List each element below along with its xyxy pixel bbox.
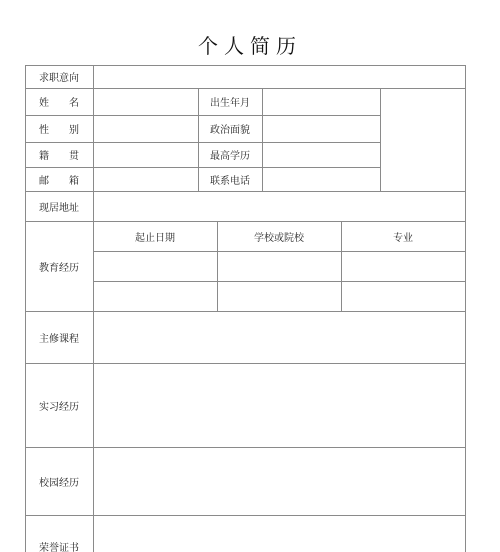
address-field[interactable] — [93, 191, 465, 221]
major-courses-field[interactable] — [93, 311, 465, 363]
education-school-header: 学校或院校 — [254, 232, 304, 244]
major-courses-label: 主修课程 — [39, 333, 79, 345]
resume-form — [25, 65, 466, 552]
name-label: 姓 名 — [39, 98, 79, 109]
politics-field[interactable] — [262, 115, 380, 142]
phone-label: 联系电话 — [210, 175, 250, 187]
education-date-header: 起止日期 — [135, 232, 175, 244]
birth-label: 出生年月 — [210, 98, 250, 109]
education-school-field[interactable] — [217, 281, 341, 311]
internship-label: 实习经历 — [39, 401, 79, 413]
name-field[interactable] — [93, 88, 198, 115]
gender-field[interactable] — [93, 115, 198, 142]
border-right — [465, 65, 466, 552]
phone-field[interactable] — [262, 167, 380, 191]
job-intent-label: 求职意向 — [39, 73, 79, 84]
politics-label: 政治面貌 — [210, 125, 250, 136]
native-place-label: 籍 贯 — [39, 151, 79, 162]
address-label: 现居地址 — [39, 202, 79, 214]
campus-field[interactable] — [93, 447, 465, 515]
education-major-header: 专业 — [393, 232, 413, 244]
job-intent-field[interactable] — [93, 65, 465, 88]
education-label: 教育经历 — [39, 262, 79, 274]
education-level-label: 最高学历 — [210, 151, 250, 162]
education-date-field[interactable] — [93, 281, 217, 311]
email-field[interactable] — [93, 167, 198, 191]
birth-field[interactable] — [262, 88, 380, 115]
education-major-field[interactable] — [341, 281, 465, 311]
resume-title: 个人简历 — [198, 34, 302, 58]
gender-label: 性 别 — [39, 125, 79, 136]
honors-label: 荣誉证书 — [39, 542, 79, 552]
education-level-field[interactable] — [262, 142, 380, 167]
campus-label: 校园经历 — [39, 477, 79, 489]
email-label: 邮 箱 — [39, 175, 79, 187]
native-place-field[interactable] — [93, 142, 198, 167]
photo-area[interactable] — [380, 88, 465, 191]
education-major-field[interactable] — [341, 251, 465, 281]
education-school-field[interactable] — [217, 251, 341, 281]
education-date-field[interactable] — [93, 251, 217, 281]
internship-field[interactable] — [93, 363, 465, 447]
honors-field[interactable] — [93, 515, 465, 552]
